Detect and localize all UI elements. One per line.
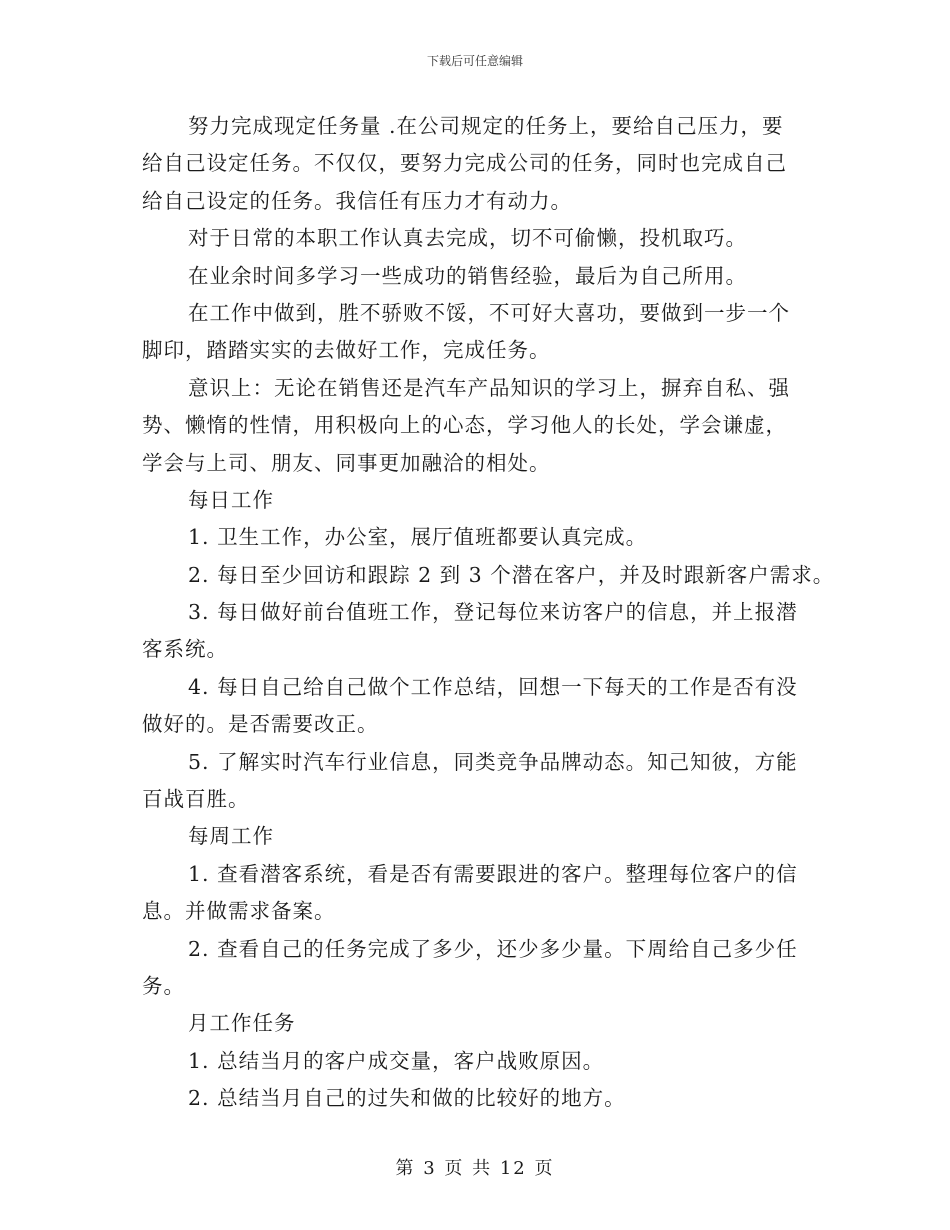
text-line: 1. 卫生工作，办公室，展厅值班都要认真完成。 [188, 525, 648, 550]
text-line: 务。 [142, 973, 185, 998]
text-line: 努力完成现定任务量 .在公司规定的任务上，要给自己压力，要 [188, 114, 784, 138]
text-line: 1. 总结当月的客户成交量，客户战败原因。 [188, 1048, 605, 1073]
text-line: 对于日常的本职工作认真去完成，切不可偷懒，投机取巧。 [188, 226, 747, 251]
text-line: 脚印，踏踏实实的去做好工作，完成任务。 [142, 338, 551, 363]
text-line: 1. 查看潜客系统，看是否有需要跟进的客户。整理每位客户的信 [188, 861, 798, 886]
text-line: 2. 每日至少回访和跟踪 2 到 3 个潜在客户，并及时跟新客户需求。 [188, 562, 835, 587]
text-line: 学会与上司、朋友、同事更加融洽的相处。 [142, 450, 551, 475]
text-line: 每周工作 [188, 824, 274, 849]
page-header: 下载后可任意编辑 [426, 54, 523, 68]
text-line: 5. 了解实时汽车行业信息，同类竞争品牌动态。知己知彼，方能 [188, 749, 798, 774]
text-line: 息。并做需求备案。 [142, 899, 336, 924]
text-line: 2. 总结当月自己的过失和做的比较好的地方。 [188, 1086, 626, 1111]
document-body [142, 108, 835, 1118]
text-line: 做好的。是否需要改正。 [142, 712, 379, 737]
text-line: 给自己设定任务。不仅仅，要努力完成公司的任务，同时也完成自己 [142, 151, 787, 176]
text-line: 月工作任务 [188, 1011, 296, 1036]
text-line: 给自己设定的任务。我信任有压力才有动力。 [142, 188, 572, 213]
text-line: 意识上：无论在销售还是汽车产品知识的学习上，摒弃自私、强 [188, 375, 790, 400]
text-line: 在业余时间多学习一些成功的销售经验，最后为自己所用。 [188, 263, 747, 288]
text-line: 百战百胜。 [142, 787, 250, 812]
text-line: 在工作中做到，胜不骄败不馁，不可好大喜功，要做到一步一个 [188, 300, 790, 325]
text-line: 客系统。 [142, 637, 228, 662]
text-line: 每日工作 [188, 487, 274, 512]
text-line: 2. 查看自己的任务完成了多少，还少多少量。下周给自己多少任 [188, 936, 798, 961]
text-line: 3. 每日做好前台值班工作，登记每位来访客户的信息，并上报潜 [188, 600, 798, 625]
page-footer: 第 3 页 共 12 页 [395, 1158, 555, 1179]
text-line: 4. 每日自己给自己做个工作总结，回想一下每天的工作是否有没 [188, 674, 798, 699]
text-line: 势、懒惰的性情，用积极向上的心态，学习他人的长处，学会谦虚， [142, 413, 787, 438]
